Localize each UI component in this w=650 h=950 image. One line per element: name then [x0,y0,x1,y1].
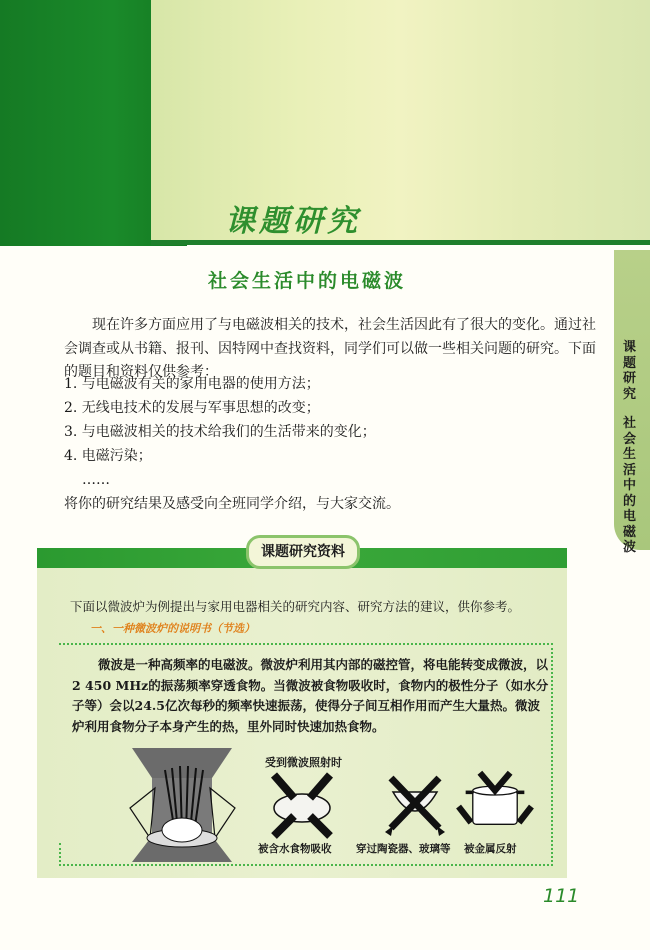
caption-reflect: 被金属反射 [464,843,517,855]
ceramic-pass-icon [375,770,455,840]
manual-excerpt-frame-left [59,843,61,862]
caption-absorb: 被含水食物吸收 [258,843,332,855]
side-tab-text [623,340,639,556]
side-tab-part1: 课题研究 [623,340,637,402]
page-title: 社会生活中的电磁波 [207,270,406,292]
topic-item: 1. 与电磁波有关的家用电器的使用方法； [64,376,320,392]
side-tab-part2: 社会生活中的电磁波 [623,416,637,555]
topic-ellipsis: …… [82,472,110,488]
caption-pass: 穿过陶瓷器、玻璃等 [356,843,451,855]
topic-item: 4. 电磁污染； [64,448,152,464]
microwave-beam-diagram-icon [110,748,260,865]
topic-list [64,372,604,516]
food-absorb-icon [262,770,342,840]
resource-box-label: 课题研究资料 [246,535,360,569]
metal-reflect-icon [455,768,535,838]
resource-subheading: 一、一种微波炉的说明书（节选） [90,622,255,635]
section-label: 课题研究 [225,204,361,239]
closing-text: 将你的研究结果及感受向全班同学介绍，与大家交流。 [64,496,400,512]
topic-item: 2. 无线电技术的发展与军事思想的改变； [64,400,320,416]
manual-excerpt [72,655,550,737]
figure-heading: 受到微波照射时 [265,756,342,769]
header-divider [151,240,650,245]
intro-text: 现在许多方面应用了与电磁波相关的技术，社会生活因此有了很大的变化。通过社会调查或从书籍、报刊、因特网中查找资料，同学们可以做一些相关问题的研究。下面的题目和资料仅供参考： [64,317,596,380]
topic-item: 3. 与电磁波相关的技术给我们的生活带来的变化； [64,424,376,440]
resource-intro: 下面以微波炉为例提出与家用电器相关的研究内容、研究方法的建议，供你参考。 [70,599,521,614]
page-number: 111 [543,885,580,907]
manual-text: 微波是一种高频率的电磁波。微波炉利用其内部的磁控管，将电能转变成微波，以2 450 MHz的振荡频率穿透食物。当微波被食物吸收时，食物内的极性分子（如水分子等）会以24.5亿次每秒的频率快速振荡，使得分子间互相作用而产生大量热。微波炉利用食物分子本身产生的热，里外同时快速加热食物。 [72,657,549,734]
